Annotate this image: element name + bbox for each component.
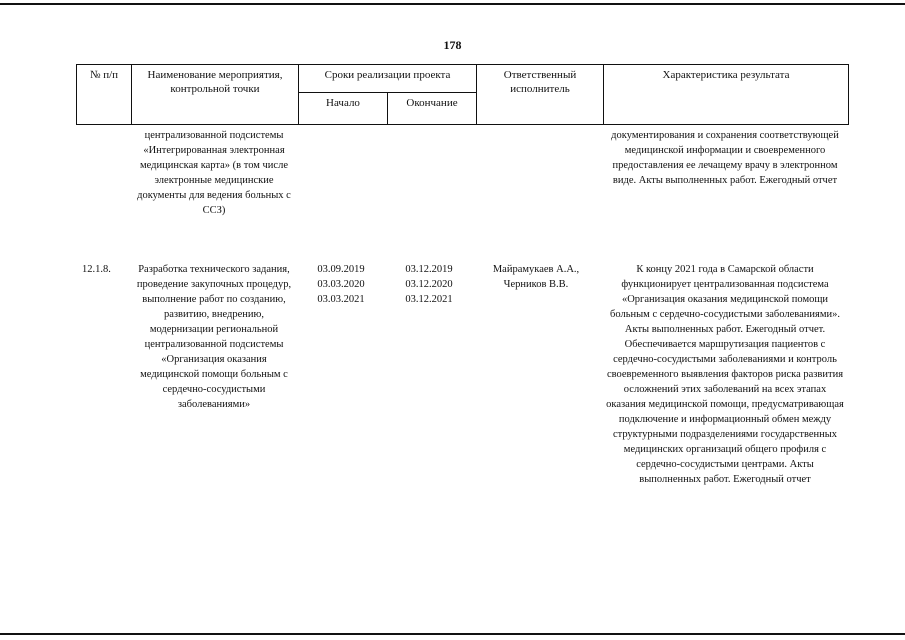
header-result: Характеристика результата — [604, 65, 849, 125]
row2-result: К концу 2021 года в Самарской области функционирует централизованная подсистема «Организация оказания медицинской помощи больным с сердечно-сосудистыми заболеваниями». Акты выполненных работ. Ежегодный отчет. Обеспечивается маршрутизация пациентов с сердечно-сосудистыми заболеваниями и контроль своевременного выявления факторов риска развития осложнений этих заболеваний на всех этапах оказания медицинской помощи, предусматривающая подключение и информационный обмен между структурными подразделениями государственных медицинских организаций общего профиля с сердечно-сосудистыми центрами. Акты выполненных работ. Ежегодный отчет — [606, 264, 844, 485]
bottom-border-line — [0, 633, 905, 635]
row2-name: Разработка технического задания, проведение закупочных процедур, выполнение работ по созданию, развитию, внедрению, модернизации региональной централизованной подсистемы «Организация оказания медицинской помощи больным с сердечно-сосудистыми заболеваниями» — [136, 264, 292, 410]
header-start: Начало — [299, 93, 388, 125]
row2-start-dates: 03.09.2019 03.03.2020 03.03.2021 — [317, 264, 365, 305]
header-end: Окончание — [388, 93, 477, 125]
project-table — [76, 64, 849, 125]
header-num: № п/п — [77, 65, 132, 125]
row2-responsible: Майрамукаев А.А., Черников В.В. — [492, 264, 580, 290]
header-name: Наименование мероприятия, контрольной точки — [132, 65, 299, 125]
row2-end-dates: 03.12.2019 03.12.2020 03.12.2021 — [405, 264, 453, 305]
header-responsible: Ответственный исполнитель — [477, 65, 604, 125]
row1-name: централизованной подсистемы «Интегрированная электронная медицинская карта» (в том числе электронные медицинские документы для ведения больных с ССЗ) — [137, 130, 291, 216]
top-border-line — [0, 3, 905, 5]
header-terms: Сроки реализации проекта — [299, 65, 477, 93]
row1-result: документирования и сохранения соответствующей медицинской информации и своевременного предоставления ее лечащему врачу в электронном виде. Акты выполненных работ. Ежегодный отчет — [611, 130, 839, 186]
page-number: 178 — [443, 38, 462, 52]
row2-num: 12.1.8. — [82, 264, 111, 275]
